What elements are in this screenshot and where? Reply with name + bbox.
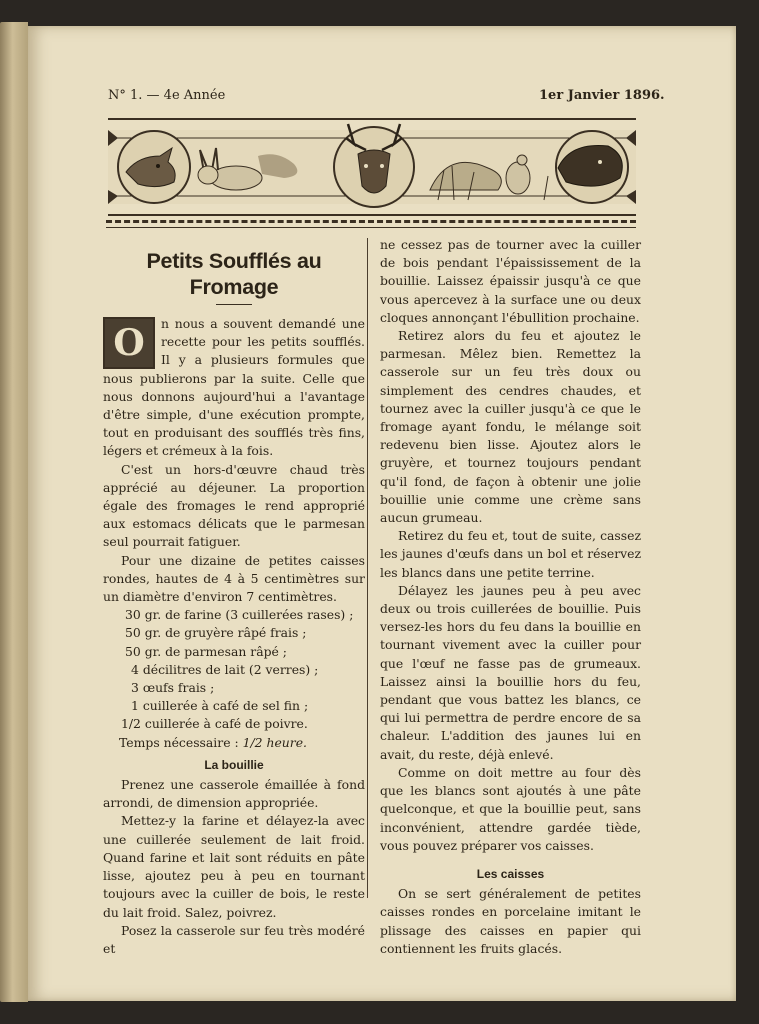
deer-head-icon (118, 131, 190, 203)
title-rule (216, 304, 252, 305)
animal-banner (108, 118, 636, 216)
ingredient-item: 1/2 cuillerée à café de poivre. (121, 716, 308, 732)
ingredient-item: 1 cuillerée à café de sel fin ; (131, 698, 309, 714)
magazine-page (28, 26, 736, 1001)
issue-date: 1er Janvier 1896. (539, 88, 665, 103)
left-column (103, 240, 365, 958)
book-spine (0, 22, 28, 1002)
banner-dashed-rule (106, 220, 636, 227)
ingredient-item: 4 décilitres de lait (2 verres) ; (131, 661, 319, 677)
ingredient-item: 50 gr. de parmesan râpé ; (125, 643, 287, 659)
issue-number: N° 1. — 4e Année (108, 88, 226, 103)
paragraph: ne cessez pas de tourner avec la cuiller de bois pendant l'épaississement de la bouillie. Laissez épaissir jusqu'à ce que vous apercevez à la surface une ou deux cloques annonçant l'ébullition prochaine. (380, 237, 641, 325)
dropcap-ornament (103, 317, 155, 369)
paragraph: Mettez-y la farine et délayez-la avec une cuillerée seulement de lait froid. Quand farine et lait sont réduits en pâte lisse, ajoutez peu à peu en tournant toujours avec la cuiller de bois, le reste du lait froid. Salez, poivrez. (103, 813, 365, 920)
banner-thin-rule (106, 227, 636, 228)
paragraph: Délayez les jaunes peu à peu avec deux ou trois cuillerées de bouillie. Puis versez-les hors du feu dans la bouillie en tournant vivement avec la cuiller pour que l'œuf ne fasse pas de grumeaux. Laissez ainsi la bouillie hors du feu, pendant que vous battez les blancs, ce qui lui permettra de perdre encore de sa chaleur. L'addition des jaunes lui en avait, du reste, déjà enlevé. (380, 582, 641, 762)
preparation-time-value: 1/2 heure. (242, 734, 307, 750)
section-heading-bouillie: La bouillie (204, 757, 264, 772)
preparation-time: Temps nécessaire : 1/2 heure. (119, 734, 307, 750)
dropcap-letter: O (113, 322, 145, 364)
right-column (380, 236, 641, 958)
section-heading-caisses: Les caisses (476, 866, 545, 881)
paragraph: Prenez une casserole émaillée à fond arrondi, de dimension appropriée. (103, 777, 365, 811)
paragraph: Comme on doit mettre au four dès que les blancs sont ajoutés à une pâte quelconque, et que la bouillie peut, sans inconvénient, attendre gardée tiède, vous pouvez préparer vos caisses. (380, 764, 641, 853)
paragraph: C'est un hors-d'œuvre chaud très apprécié au déjeuner. La proportion égale des fromages le rend approprié aux estomacs délicats que le parmesan seul pourrait fatiguer. (103, 461, 365, 550)
paragraph: Retirez du feu et, tout de suite, cassez les jaunes d'œufs dans un bol et réservez les blancs dans une petite terrine. (380, 528, 641, 580)
column-divider (367, 238, 368, 898)
boar-head-icon (556, 131, 628, 203)
paragraph: Pour une dizaine de petites caisses rondes, hautes de 4 à 5 centimètres sur un diamètre d'environ 7 centimètres. (103, 552, 365, 605)
intro-paragraph: O n nous a souvent demandé une recette pour les petits soufflés. Il y a plusieurs formules que nous publierons par la suite. Celle que nous donnons aujourd'hui a l'avantage d'être simple, d'une exécution prompte, tout en produisant des soufflés très fins, légers et crémeux à la fois. (103, 316, 365, 459)
ingredient-item: 3 œufs frais ; (131, 680, 215, 696)
paragraph: Posez la casserole sur feu très modéré et (103, 922, 365, 956)
ingredient-item: 30 gr. de farine (3 cuillerées rases) ; (125, 607, 354, 623)
article-title: Petits Soufflés au Fromage (146, 249, 322, 299)
paragraph: Retirez alors du feu et ajoutez le parmesan. Mêlez bien. Remettez la casserole sur un feu très doux ou simplement des cendres chaudes, et tournez avec la cuiller jusqu'à ce que le fromage ayant fondu, le mélange soit redevenu bien lisse. Ajoutez alors le gruyère, et tournez toujours pendant qu'il fond, de façon à obtenir une jolie bouillie unie comme une crème sans aucun grumeau. (380, 328, 641, 526)
paragraph: On se sert généralement de petites caisses rondes en porcelaine imitant le plissage des caisses en papier qui contiennent les fruits glacés. (380, 886, 641, 956)
ingredient-item: 50 gr. de gruyère râpé frais ; (125, 625, 307, 641)
